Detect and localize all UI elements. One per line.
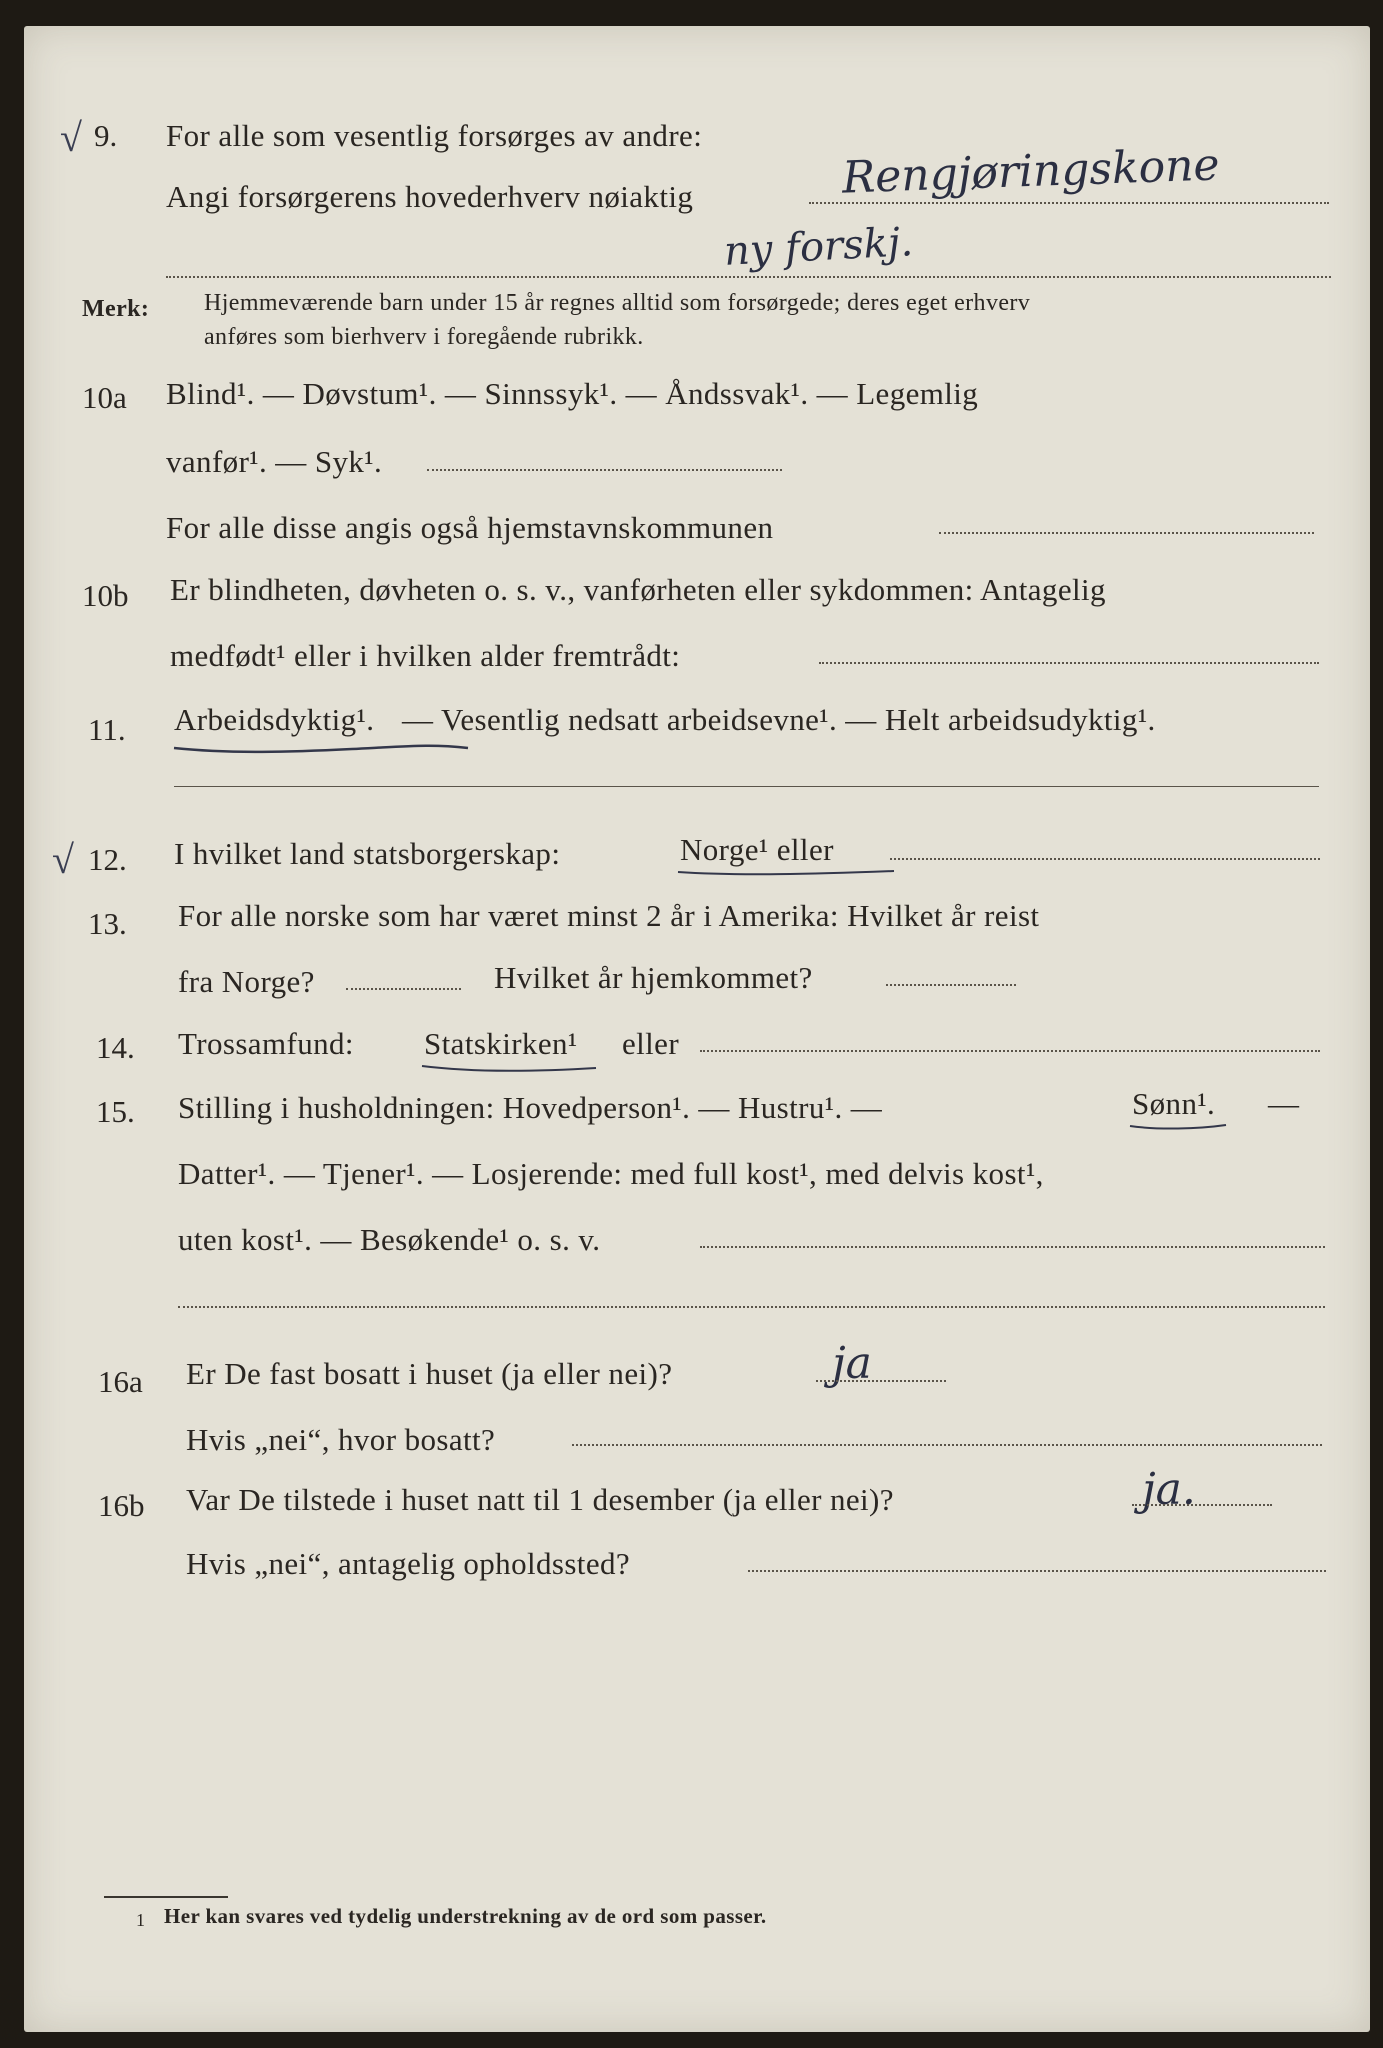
q15-answer-line (700, 1246, 1325, 1248)
q13-line2b: Hvilket år hjemkommet? (494, 960, 813, 995)
q15-number: 15. (96, 1094, 135, 1129)
q10a-number: 10a (82, 380, 127, 415)
q12-option: Norge¹ eller (680, 832, 834, 867)
q13-hjemkommet-line (886, 984, 1016, 986)
q16a-line1: Er De fast bosatt i huset (ja eller nei)? (186, 1356, 673, 1391)
q12-text: I hvilket land statsborgerskap: (174, 836, 561, 871)
q10b-line1: Er blindheten, døvheten o. s. v., vanførheten eller sykdommen: Antagelig (170, 572, 1106, 607)
q15-line1a: Stilling i husholdningen: Hovedperson¹. — Hustru¹. — (178, 1090, 883, 1125)
q11-number: 11. (88, 712, 126, 747)
q10a-line3: For alle disse angis også hjemstavnskommunen (166, 510, 774, 545)
q14-answer-line (700, 1050, 1320, 1052)
q14-rest: eller (622, 1026, 680, 1061)
q9-answer-line-2 (166, 276, 1331, 278)
q10b-line2: medfødt¹ eller i hvilken alder fremtrådt: (170, 638, 681, 673)
q9-handwritten-answer-cont: ny forskj. (722, 219, 915, 275)
q9-line2: Angi forsørgerens hovederhverv nøiaktig (166, 179, 694, 214)
q15-line3: uten kost¹. — Besøkende¹ o. s. v. (178, 1222, 601, 1257)
q10a-line1: Blind¹. — Døvstum¹. — Sinnssyk¹. — Åndssvak¹. — Legemlig (166, 376, 979, 411)
q12-answer-line (890, 858, 1320, 860)
q16b-line1: Var De tilstede i huset natt til 1 desember (ja eller nei)? (186, 1482, 894, 1517)
q15-answer-line-2 (178, 1306, 1325, 1308)
q11-option-arbeidsdyktig: Arbeidsdyktig¹. (174, 702, 375, 737)
q16b-line2: Hvis „nei“, antagelig opholdssted? (186, 1546, 631, 1581)
q11-underline-mark (172, 736, 472, 756)
q13-reist-line (346, 988, 461, 990)
q14-option: Statskirken¹ (424, 1026, 578, 1061)
merk-line1: Hjemmeværende barn under 15 år regnes alltid som forsørgede; deres eget erhverv (204, 290, 1031, 316)
q9-handwritten-answer: Rengjøringskone (841, 139, 1221, 204)
q10a-line2: vanfør¹. — Syk¹. (166, 444, 383, 479)
q9-line1: For alle som vesentlig forsørges av andre: (166, 118, 703, 153)
q15-underline-mark (1128, 1120, 1228, 1134)
q10a-kommune-line (939, 532, 1314, 534)
checkmark-12: √ (52, 837, 74, 882)
q14-text: Trossamfund: (178, 1026, 354, 1061)
q10a-answer-line (427, 469, 782, 471)
footnote-marker: 1 (136, 1910, 146, 1930)
q13-number: 13. (88, 906, 127, 941)
q13-line2a: fra Norge? (178, 964, 315, 999)
q15-option-sonn: Sønn¹. (1132, 1086, 1216, 1121)
census-form-page (24, 26, 1370, 2032)
q10b-number: 10b (82, 578, 129, 613)
q10b-answer-line (819, 662, 1319, 664)
checkmark-9: √ (60, 115, 82, 160)
q12-underline-mark (676, 864, 896, 880)
q14-underline-mark (420, 1060, 600, 1076)
q16a-number: 16a (98, 1364, 143, 1399)
q9-number: 9. (94, 118, 118, 153)
q13-line1: For alle norske som har været minst 2 år i Amerika: Hvilket år reist (178, 898, 1040, 933)
q15-line1c: — (1268, 1086, 1300, 1121)
merk-label: Merk: (82, 296, 150, 322)
q16b-number: 16b (98, 1488, 145, 1523)
q14-number: 14. (96, 1030, 135, 1065)
q11-answer-line (174, 786, 1319, 787)
q16b-handwritten-answer: ja. (1142, 1464, 1196, 1515)
merk-line2: anføres som bierhverv i foregående rubrikk. (204, 324, 644, 350)
q16a-handwritten-answer: ja (832, 1338, 872, 1389)
q16a-line2: Hvis „nei“, hvor bosatt? (186, 1422, 496, 1457)
footnote-text: Her kan svares ved tydelig understrekning av de ord som passer. (164, 1904, 767, 1928)
q16b-answer-line (1132, 1504, 1272, 1506)
q16a-answer-line (816, 1380, 946, 1382)
footnote-rule (104, 1896, 228, 1898)
q15-line2: Datter¹. — Tjener¹. — Losjerende: med full kost¹, med delvis kost¹, (178, 1156, 1044, 1191)
q12-number: 12. (88, 842, 127, 877)
q11-rest: — Vesentlig nedsatt arbeidsevne¹. — Helt arbeidsudyktig¹. (402, 702, 1156, 737)
q9-answer-line (809, 202, 1329, 204)
q16b-opholdssted-line (748, 1570, 1326, 1572)
q16a-bosatt-line (572, 1444, 1322, 1446)
